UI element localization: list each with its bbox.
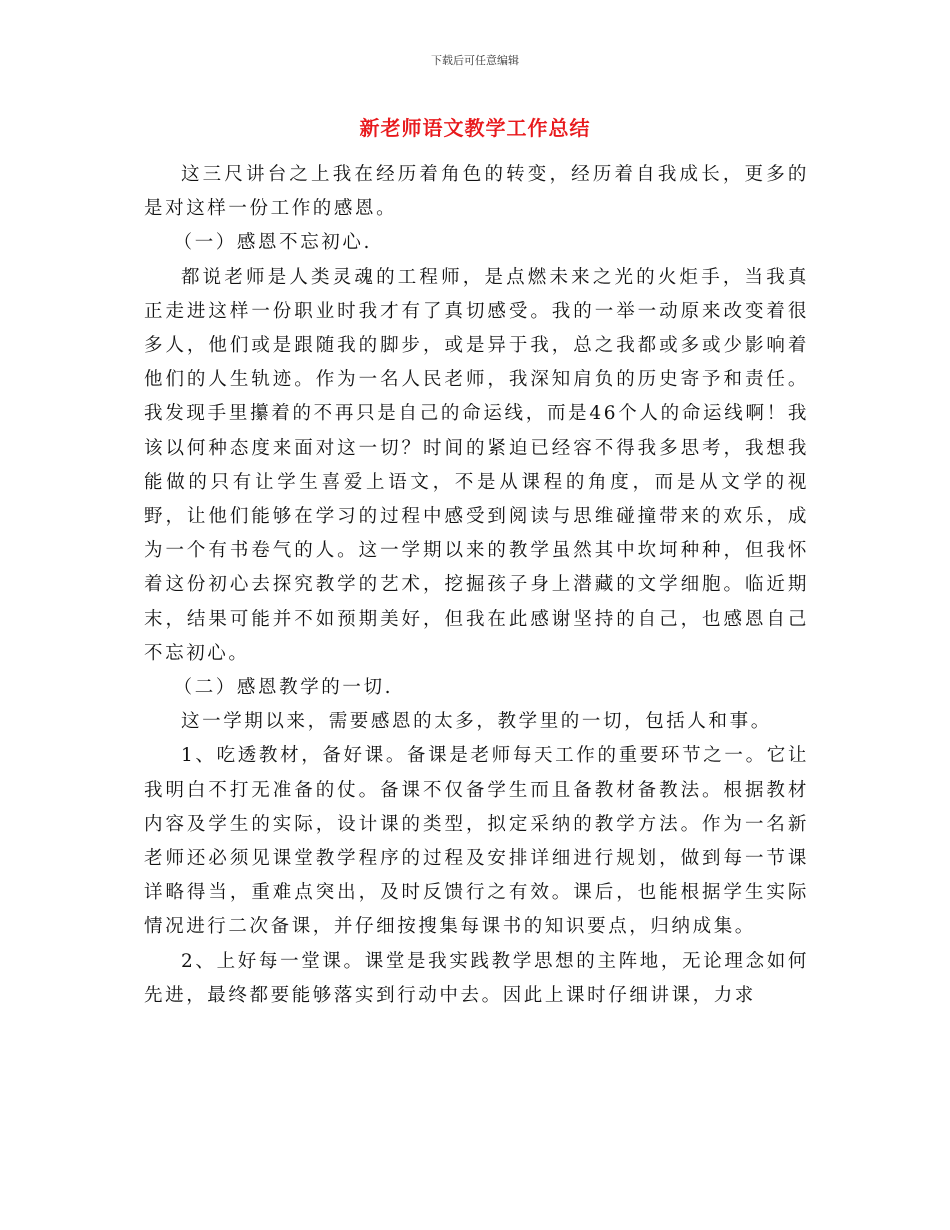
document-body xyxy=(144,158,809,1013)
section-heading-2: （二）感恩教学的一切. xyxy=(173,677,394,699)
section-heading-1: （一）感恩不忘初心. xyxy=(173,232,372,254)
paragraph-item-2: 2、上好每一堂课。课堂是我实践教学思想的主阵地，无论理念如何先进，最终都要能够落实到行动中去。因此上课时仔细讲课，力求 xyxy=(144,950,809,1006)
paragraph-section-1: 都说老师是人类灵魂的工程师，是点燃未来之光的火炬手，当我真正走进这样一份职业时我才有了真切感受。我的一举一动原来改变着很多人，他们或是跟随我的脚步，或是异于我，总之我都或多或少影响着他们的人生轨迹。作为一名人民老师，我深知肩负的历史寄予和责任。我发现手里攥着的不再只是自己的命运线，而是46个人的命运线啊！我该以何种态度来面对这一切？时间的紧迫已经容不得我多思考，我想我能做的只有让学生喜爱上语文，不是从课程的角度，而是从文学的视野，让他们能够在学习的过程中感受到阅读与思维碰撞带来的欢乐，成为一个有书卷气的人。这一学期以来的教学虽然其中坎坷种种，但我怀着这份初心去探究教学的艺术，挖掘孩子身上潜藏的文学细胞。临近期末，结果可能并不如预期美好，但我在此感谢坚持的自己，也感恩自己不忘初心。 xyxy=(144,266,809,664)
page-header: 下载后可任意编辑 xyxy=(431,54,519,67)
document-title: 新老师语文教学工作总结 xyxy=(359,116,591,140)
paragraph-intro: 这三尺讲台之上我在经历着角色的转变，经历着自我成长，更多的是对这样一份工作的感恩。 xyxy=(144,164,809,220)
paragraph-section-2-intro: 这一学期以来，需要感恩的太多，教学里的一切，包括人和事。 xyxy=(181,711,772,733)
paragraph-item-1: 1、吃透教材，备好课。备课是老师每天工作的重要环节之一。它让我明白不打无准备的仗。备课不仅备学生而且备教材备教法。根据教材内容及学生的实际，设计课的类型，拟定采纳的教学方法。作为一名新老师还必须见课堂教学程序的过程及安排详细进行规划，做到每一节课详略得当，重难点突出，及时反馈行之有效。课后，也能根据学生实际情况进行二次备课，并仔细按搜集每课书的知识要点，归纳成集。 xyxy=(144,745,809,938)
